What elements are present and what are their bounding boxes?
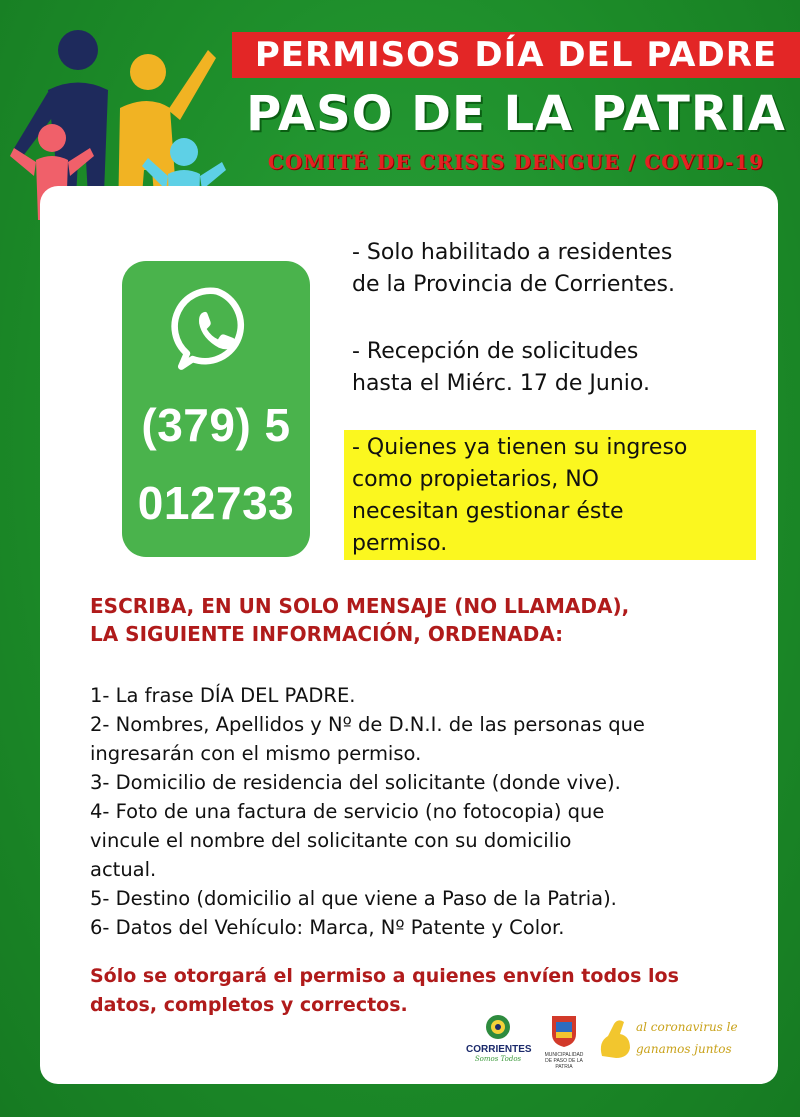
steps-list (90, 681, 750, 942)
step-4-cont2: actual. (90, 858, 157, 881)
page-subtitle: COMITÉ DE CRISIS DENGUE / COVID-19 (267, 150, 765, 174)
flexed-arm-icon (596, 1016, 636, 1060)
corrientes-seal-icon (485, 1014, 511, 1040)
slogan-logo: al coronavirus le ganamos juntos (596, 1016, 746, 1068)
whatsapp-icon (170, 282, 264, 376)
step-2: 2- Nombres, Apellidos y Nº de D.N.I. de las personas que (90, 713, 645, 736)
step-6: 6- Datos del Vehículo: Marca, Nº Patente y Color. (90, 916, 565, 939)
municipality-shield-icon (550, 1014, 578, 1048)
whatsapp-number-line1: (379) 5 (141, 399, 291, 451)
step-4: 4- Foto de una factura de servicio (no fotocopia) que (90, 800, 605, 823)
step-1: 1- La frase DÍA DEL PADRE. (90, 684, 356, 707)
step-3: 3- Domicilio de residencia del solicitante (donde vive). (90, 771, 621, 794)
info-owners: - Quienes ya tienen su ingreso como propietarios, NO necesitan gestionar éste permiso. (352, 435, 688, 556)
page-title: PASO DE LA PATRIA (246, 86, 786, 142)
title-banner (232, 32, 800, 78)
step-4-cont: vincule el nombre del solicitante con su domicilio (90, 829, 572, 852)
municipality-logo: MUNICIPALIDAD DE PASO DE LA PATRIA (542, 1014, 586, 1074)
instructions-heading: ESCRIBA, EN UN SOLO MENSAJE (NO LLAMADA), LA SIGUIENTE INFORMACIÓN, ORDENADA: (90, 594, 630, 646)
banner-text: PERMISOS DÍA DEL PADRE (254, 35, 778, 75)
whatsapp-number-line2: 012733 (137, 477, 295, 529)
corrientes-logo: CORRIENTES Somos Todos (466, 1014, 530, 1074)
info-deadline: - Recepción de solicitudes hasta el Miérc. 17 de Junio. (352, 339, 650, 396)
info-residents: - Solo habilitado a residentes de la Provincia de Corrientes. (352, 240, 675, 297)
step-5: 5- Destino (domicilio al que viene a Paso de la Patria). (90, 887, 617, 910)
footer-note: Sólo se otorgará el permiso a quienes envíen todos los datos, completos y correctos. (90, 965, 679, 1016)
step-2-cont: ingresarán con el mismo permiso. (90, 742, 422, 765)
